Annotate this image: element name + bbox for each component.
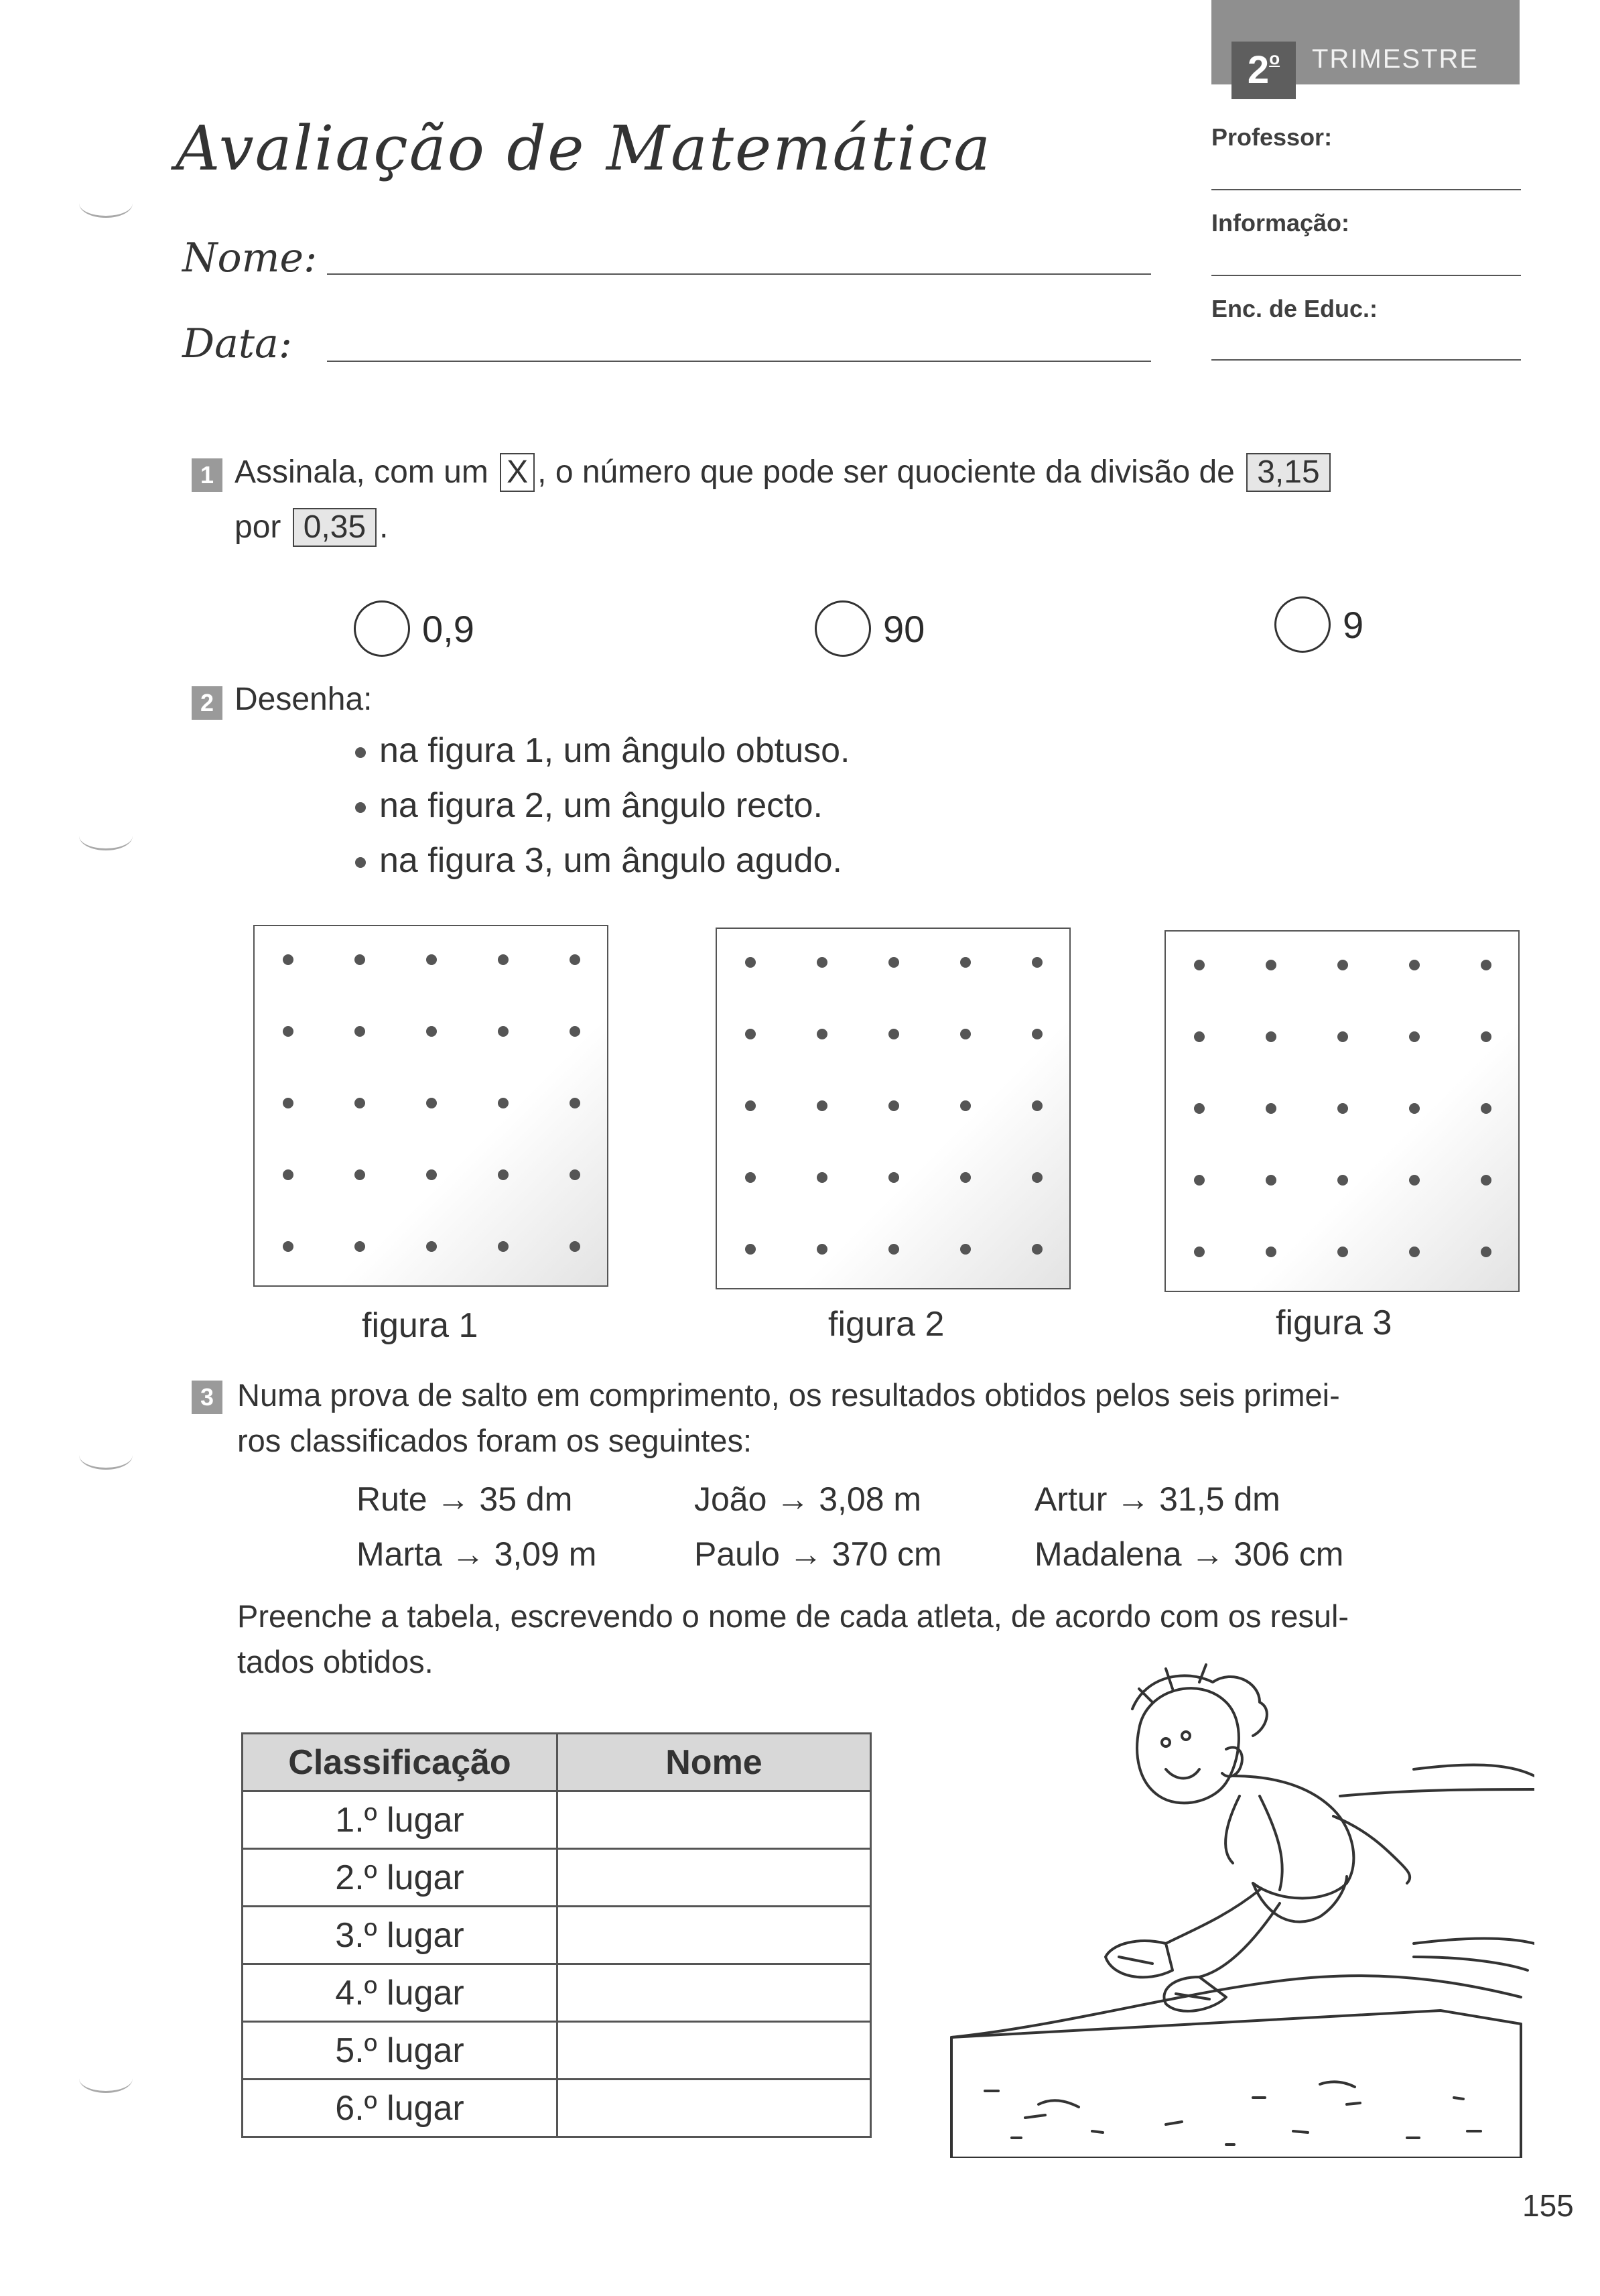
grid-dot[interactable] <box>1337 1103 1348 1114</box>
grid-dot[interactable] <box>426 954 437 965</box>
grid-dot[interactable] <box>283 1169 293 1180</box>
grid-dot[interactable] <box>1337 1175 1348 1186</box>
table-row <box>243 1907 871 1964</box>
date-field[interactable] <box>327 361 1151 362</box>
table-row <box>243 2022 871 2080</box>
name-field[interactable] <box>327 273 1151 275</box>
grid-dot[interactable] <box>1032 1100 1043 1111</box>
bullet-figura-2: na figura 2, um ângulo recto. <box>355 785 823 826</box>
page-number: 155 <box>1522 2188 1574 2223</box>
divisor-box: 0,35 <box>293 508 377 547</box>
grid-dot[interactable] <box>1194 960 1205 970</box>
caption-figura-1: figura 1 <box>362 1306 478 1345</box>
grid-dot[interactable] <box>817 1172 827 1183</box>
grid-dot[interactable] <box>1337 1031 1348 1042</box>
grid-dot[interactable] <box>1481 1031 1491 1042</box>
grid-dot[interactable] <box>426 1098 437 1108</box>
grid-dot[interactable] <box>1032 1029 1043 1039</box>
grid-dot[interactable] <box>354 1241 365 1252</box>
grid-dot[interactable] <box>498 1026 509 1037</box>
row-name-cell[interactable] <box>557 2022 871 2080</box>
grid-dot[interactable] <box>498 1169 509 1180</box>
row-name-cell[interactable] <box>557 1907 871 1964</box>
grid-dot[interactable] <box>1194 1103 1205 1114</box>
grid-dot[interactable] <box>745 957 756 968</box>
enc-educ-label: Enc. de Educ.: <box>1211 295 1378 322</box>
grid-dot[interactable] <box>960 1244 971 1255</box>
grid-dot[interactable] <box>1266 1103 1276 1114</box>
grid-dot[interactable] <box>745 1100 756 1111</box>
question-3-line-1: Numa prova de salto em comprimento, os resultados obtidos pelos seis primei- <box>237 1377 1340 1413</box>
row-position: 5.º lugar <box>243 2022 557 2080</box>
row-name-cell[interactable] <box>557 1849 871 1907</box>
x-mark-box: X <box>500 453 535 492</box>
grid-dot[interactable] <box>570 954 580 965</box>
grid-dot[interactable] <box>1266 1247 1276 1257</box>
grid-dot[interactable] <box>426 1241 437 1252</box>
grid-dot[interactable] <box>960 1100 971 1111</box>
bullet-figura-1: na figura 1, um ângulo obtuso. <box>355 730 850 771</box>
grid-dot[interactable] <box>1194 1247 1205 1257</box>
grid-dot[interactable] <box>354 1098 365 1108</box>
date-label: Data: <box>182 320 292 367</box>
grid-dot[interactable] <box>888 1244 899 1255</box>
grid-dot[interactable] <box>426 1026 437 1037</box>
grid-dot[interactable] <box>745 1172 756 1183</box>
grid-dot[interactable] <box>745 1244 756 1255</box>
grid-dot[interactable] <box>283 1026 293 1037</box>
punch-mark <box>79 822 133 850</box>
grid-dot[interactable] <box>817 957 827 968</box>
question-2-intro: Desenha: <box>235 682 373 717</box>
punch-mark <box>79 2064 133 2093</box>
grid-dot[interactable] <box>1409 1031 1420 1042</box>
grid-dot[interactable] <box>1032 1244 1043 1255</box>
grid-dot[interactable] <box>888 1100 899 1111</box>
grid-dot[interactable] <box>1266 960 1276 970</box>
table-row <box>243 1964 871 2022</box>
grid-dot[interactable] <box>1409 1175 1420 1186</box>
grid-dot[interactable] <box>1481 1247 1491 1257</box>
table-row <box>243 1791 871 1849</box>
long-jump-illustration <box>945 1662 1534 2158</box>
grid-dot[interactable] <box>283 1098 293 1108</box>
result-rute: Rute → 35 dm <box>356 1480 573 1518</box>
row-name-cell[interactable] <box>557 1964 871 2022</box>
grid-dot[interactable] <box>283 954 293 965</box>
question-1-line-2: por 0,35 . <box>235 508 388 547</box>
grid-dot[interactable] <box>1266 1175 1276 1186</box>
page-title: Avaliação de Matemática <box>176 113 992 184</box>
grid-dot[interactable] <box>1409 1103 1420 1114</box>
question-1-number: 1 <box>192 458 222 492</box>
grid-dot[interactable] <box>817 1244 827 1255</box>
grid-dot[interactable] <box>960 1029 971 1039</box>
professor-label: Professor: <box>1211 123 1333 151</box>
table-row <box>243 1849 871 1907</box>
question-1-line-1: Assinala, com um X , o número que pode ser quociente da divisão de 3,15 <box>235 453 1333 492</box>
dot-grid-figura-1[interactable] <box>253 925 608 1287</box>
option-9[interactable]: 9 <box>1274 596 1363 653</box>
table-header-row <box>243 1734 871 1791</box>
trimestre-number: 2$^o$ <box>1231 42 1296 99</box>
question-3-instruction-2: tados obtidos. <box>237 1644 434 1679</box>
dot-grid-figura-3[interactable] <box>1164 930 1520 1292</box>
grid-dot[interactable] <box>1194 1031 1205 1042</box>
grid-dot[interactable] <box>1409 960 1420 970</box>
grid-dot[interactable] <box>817 1029 827 1039</box>
grid-dot[interactable] <box>960 957 971 968</box>
row-name-cell[interactable] <box>557 1791 871 1849</box>
grid-dot[interactable] <box>354 954 365 965</box>
dividend-box: 3,15 <box>1246 453 1330 492</box>
grid-dot[interactable] <box>570 1169 580 1180</box>
grid-dot[interactable] <box>1032 957 1043 968</box>
punch-mark <box>79 1441 133 1470</box>
grid-dot[interactable] <box>1337 1247 1348 1257</box>
row-name-cell[interactable] <box>557 2080 871 2137</box>
row-position: 1.º lugar <box>243 1791 557 1849</box>
row-position: 6.º lugar <box>243 2080 557 2137</box>
grid-dot[interactable] <box>1481 1103 1491 1114</box>
grid-dot[interactable] <box>426 1169 437 1180</box>
question-3-line-2: ros classificados foram os seguintes: <box>237 1423 752 1458</box>
row-position: 3.º lugar <box>243 1907 557 1964</box>
grid-dot[interactable] <box>745 1029 756 1039</box>
grid-dot[interactable] <box>354 1026 365 1037</box>
option-90[interactable]: 90 <box>815 600 925 657</box>
grid-dot[interactable] <box>888 1029 899 1039</box>
grid-dot[interactable] <box>498 1241 509 1252</box>
grid-dot[interactable] <box>1032 1172 1043 1183</box>
grid-dot[interactable] <box>570 1098 580 1108</box>
grid-dot[interactable] <box>888 1172 899 1183</box>
header-nome: Nome <box>557 1734 871 1791</box>
answer-circle[interactable] <box>815 600 871 657</box>
grid-dot[interactable] <box>888 957 899 968</box>
grid-dot[interactable] <box>283 1241 293 1252</box>
grid-dot[interactable] <box>817 1100 827 1111</box>
question-3-instruction-1: Preenche a tabela, escrevendo o nome de cada atleta, de acordo com os resul- <box>237 1598 1349 1634</box>
grid-dot[interactable] <box>1194 1175 1205 1186</box>
grid-dot[interactable] <box>354 1169 365 1180</box>
punch-mark <box>79 189 133 218</box>
row-position: 2.º lugar <box>243 1849 557 1907</box>
caption-figura-3: figura 3 <box>1276 1303 1392 1342</box>
informacao-field[interactable] <box>1211 275 1521 276</box>
classification-table <box>241 1732 872 2138</box>
grid-dot[interactable] <box>570 1241 580 1252</box>
grid-dot[interactable] <box>1481 960 1491 970</box>
grid-dot[interactable] <box>1266 1031 1276 1042</box>
grid-dot[interactable] <box>498 954 509 965</box>
option-0-9[interactable]: 0,9 <box>354 600 474 657</box>
grid-dot[interactable] <box>1409 1247 1420 1257</box>
dot-grid-figura-2[interactable] <box>716 928 1071 1289</box>
result-artur: Artur → 31,5 dm <box>1035 1480 1280 1518</box>
answer-circle[interactable] <box>354 600 410 657</box>
result-paulo: Paulo → 370 cm <box>694 1535 942 1573</box>
informacao-label: Informação: <box>1211 209 1350 237</box>
enc-educ-field[interactable] <box>1211 359 1521 361</box>
result-madalena: Madalena → 306 cm <box>1035 1535 1344 1573</box>
grid-dot[interactable] <box>1481 1175 1491 1186</box>
grid-dot[interactable] <box>1337 960 1348 970</box>
question-2-number: 2 <box>192 686 222 720</box>
grid-dot[interactable] <box>570 1026 580 1037</box>
table-row <box>243 2080 871 2137</box>
answer-circle[interactable] <box>1274 596 1331 653</box>
question-3-number: 3 <box>192 1381 222 1414</box>
name-label: Nome: <box>182 235 318 281</box>
result-joao: João → 3,08 m <box>694 1480 922 1518</box>
row-position: 4.º lugar <box>243 1964 557 2022</box>
header-classificacao: Classificação <box>243 1734 557 1791</box>
trimestre-label: TRIMESTRE <box>1312 44 1479 74</box>
bullet-figura-3: na figura 3, um ângulo agudo. <box>355 840 842 881</box>
caption-figura-2: figura 2 <box>828 1305 945 1344</box>
professor-field[interactable] <box>1211 189 1521 190</box>
grid-dot[interactable] <box>498 1098 509 1108</box>
grid-dot[interactable] <box>960 1172 971 1183</box>
result-marta: Marta → 3,09 m <box>356 1535 597 1573</box>
